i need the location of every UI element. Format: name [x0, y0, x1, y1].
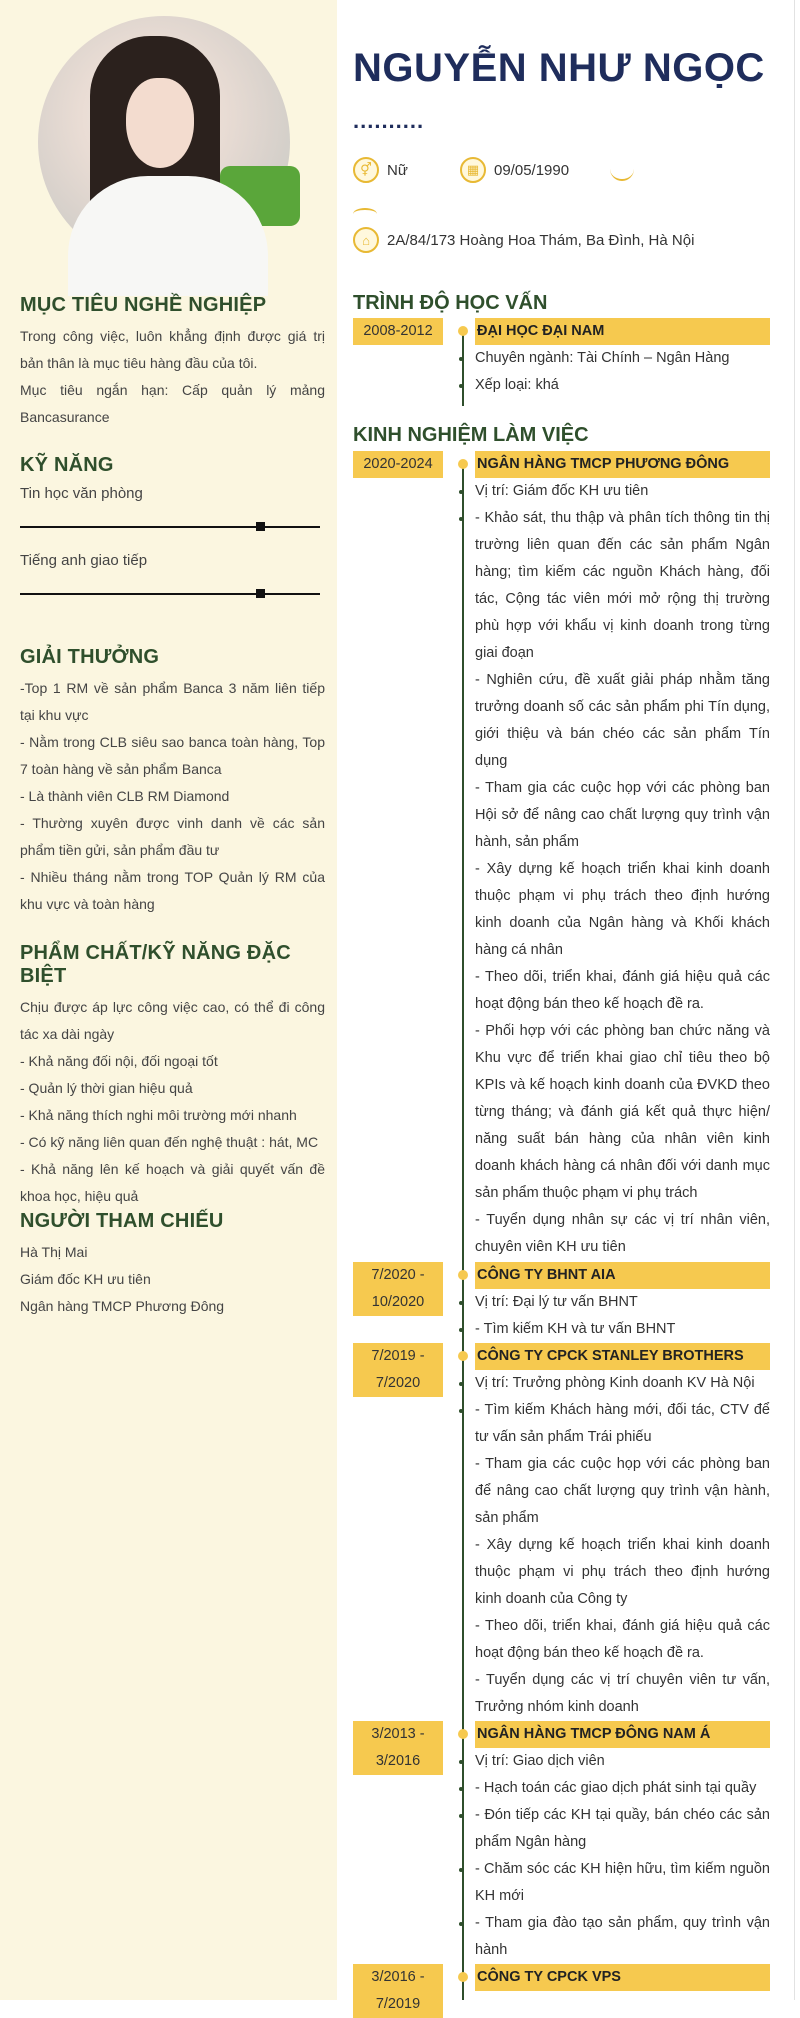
job-duty: - Phối hợp với các phòng ban chức năng và Khu vực để triển khai giao chỉ tiêu theo bộ KPIs và kế hoạch kinh doanh của ĐVKD theo từng tháng; và đánh giá kết quả thực hiện/ năng suất bán hàng của nhân viên kinh doanh khách hàng cá nhân đối với danh mục sản phẩm thuộc phạm vi phụ trách — [475, 1023, 770, 1201]
award-item: -Top 1 RM về sản phẩm Banca 3 năm liên tiếp tại khu vực — [20, 680, 325, 723]
objective-text-1: Trong công việc, luôn khẳng định được giá trị bản thân là mục tiêu hàng đầu của tôi. — [20, 328, 325, 371]
location-icon: ⌂ — [353, 227, 379, 253]
job-duty: - Theo dõi, triển khai, đánh giá hiệu quả các hoạt động bán theo kế hoạch đề ra. — [475, 1618, 770, 1661]
quality-item: - Quản lý thời gian hiệu quả — [20, 1080, 193, 1096]
quality-item: - Khả năng thích nghi môi trường mới nhanh — [20, 1107, 297, 1123]
education-details — [475, 345, 770, 399]
job-details — [475, 478, 770, 1261]
name-dots: .......... — [353, 108, 425, 133]
phone-row — [610, 157, 634, 181]
job-duty: - Xây dựng kế hoạch triển khai kinh doanh thuộc phạm vi phụ trách theo định hướng kinh doanh của Công ty — [475, 1537, 770, 1607]
full-name: NGUYỄN NHƯ NGỌC — [353, 46, 765, 90]
reference-position: Giám đốc KH ưu tiên — [20, 1271, 151, 1287]
experience-title: KINH NGHIỆM LÀM VIỆC — [353, 424, 589, 446]
job-duty: - Xây dựng kế hoạch triển khai kinh doanh thuộc phạm vi phụ trách theo định hướng kinh doanh của Ngân hàng và Khối khách hàng cá nhân — [475, 861, 770, 958]
award-item: - Nhiều tháng nằm trong TOP Quản lý RM của khu vực và toàn hàng — [20, 869, 325, 912]
job-duty: - Khảo sát, thu thập và phân tích thông tin thị trường liên quan đến các sản phẩm Ngân hàng; tìm kiếm các nguồn Khách hàng, đối tác, Cộng tác viên mới mở rộng thị trường phù hợp với khẩu vị kinh doanh trong từng giai đoạn — [475, 505, 770, 667]
job-details — [475, 1370, 770, 1721]
job-company: NGÂN HÀNG TMCP PHƯƠNG ĐÔNG — [475, 451, 770, 478]
avatar-shirt-shape — [68, 176, 268, 296]
dob-value: 09/05/1990 — [494, 161, 570, 179]
qualities-section — [20, 942, 325, 1210]
reference-title: NGƯỜI THAM CHIẾU — [20, 1210, 224, 1232]
objective-section — [20, 294, 325, 431]
job-duty: - Theo dõi, triển khai, đánh giá hiệu quả các hoạt động bán theo kế hoạch đề ra. — [475, 969, 770, 1012]
avatar — [38, 16, 290, 268]
skills-section — [20, 454, 325, 595]
left-column — [0, 0, 337, 2000]
gender-value: Nữ — [387, 161, 408, 179]
job-details — [475, 1748, 770, 1964]
job-position: Vị trí: Giao dịch viên — [475, 1748, 770, 1775]
award-item: - Thường xuyên được vinh danh về các sản phẩm tiền gửi, sản phẩm đầu tư — [20, 815, 325, 858]
job-position: Vị trí: Trưởng phòng Kinh doanh KV Hà Nội — [475, 1370, 770, 1397]
education-school: ĐẠI HỌC ĐẠI NAM — [475, 318, 770, 345]
skill-bar-english — [20, 593, 320, 595]
job-duty: - Nghiên cứu, đề xuất giải pháp nhằm tăng trưởng doanh số các sản phẩm phi Tín dụng, giới thiệu và bán chéo các sản phẩm Tín dụng — [475, 672, 770, 769]
award-item: - Là thành viên CLB RM Diamond — [20, 788, 230, 804]
skill-label-english: Tiếng anh giao tiếp — [20, 552, 148, 569]
timeline-dot — [458, 1729, 468, 1739]
job-position: Vị trí: Giám đốc KH ưu tiên — [475, 478, 770, 505]
award-item: - Nằm trong CLB siêu sao banca toàn hàng, Top 7 toàn hàng về sản phẩm Banca — [20, 734, 325, 777]
quality-item: - Có kỹ năng liên quan đến nghệ thuật : hát, MC — [20, 1134, 319, 1150]
dob-row — [460, 157, 569, 183]
education-date: 2008-2012 — [353, 318, 443, 345]
job-duty: - Chăm sóc các KH hiện hữu, tìm kiếm nguồn KH mới — [475, 1856, 770, 1910]
address-row — [353, 227, 694, 253]
address-value: 2A/84/173 Hoàng Hoa Thám, Ba Đình, Hà Nội — [387, 231, 695, 249]
job-duty: - Hạch toán các giao dịch phát sinh tại quầy — [475, 1775, 770, 1802]
job-duty: - Đón tiếp các KH tại quầy, bán chéo các sản phẩm Ngân hàng — [475, 1802, 770, 1856]
email-icon-row — [353, 208, 377, 220]
phone-icon — [610, 157, 634, 181]
gender-row — [353, 157, 408, 183]
reference-section — [20, 1210, 325, 1320]
job-duty: - Tuyển dụng nhân sự các vị trí nhân viên, chuyên viên KH ưu tiên — [475, 1212, 770, 1255]
job-company: NGÂN HÀNG TMCP ĐÔNG NAM Á — [475, 1721, 770, 1748]
reference-company: Ngân hàng TMCP Phương Đông — [20, 1298, 225, 1314]
job-date: 2020-2024 — [353, 451, 443, 478]
education-timeline — [462, 330, 464, 406]
job-details — [475, 1289, 770, 1343]
job-date: 7/2020 - 10/2020 — [353, 1262, 443, 1316]
quality-item: - Khả năng lên kế hoạch và giải quyết vấn đề khoa học, hiệu quả — [20, 1161, 325, 1204]
job-date: 7/2019 - 7/2020 — [353, 1343, 443, 1397]
job-duty: - Tham gia các cuộc họp với các phòng ban Hội sở để nâng cao chất lượng quy trình vận hành, sản phẩm — [475, 780, 770, 850]
timeline-dot — [458, 1972, 468, 1982]
job-duty: - Tham gia các cuộc họp với các phòng ban để nâng cao chất lượng quy trình vận hành, sản phẩm — [475, 1456, 770, 1526]
job-date: 3/2013 - 3/2016 — [353, 1721, 443, 1775]
timeline-dot — [458, 1351, 468, 1361]
job-company: CÔNG TY BHNT AIA — [475, 1262, 770, 1289]
experience-timeline — [462, 460, 464, 2000]
timeline-dot — [458, 326, 468, 336]
qualities-title: PHẨM CHẤT/KỸ NĂNG ĐẶC BIỆT — [20, 942, 291, 987]
email-icon — [353, 208, 377, 220]
quality-item: - Khả năng đối nội, đối ngoại tốt — [20, 1053, 218, 1069]
skills-title: KỸ NĂNG — [20, 454, 114, 476]
awards-title: GIẢI THƯỞNG — [20, 646, 160, 668]
skill-level-knob — [256, 589, 265, 598]
skill-bar-office — [20, 526, 320, 528]
quality-item: Chịu được áp lực công việc cao, có thể đi công tác xa dài ngày — [20, 999, 325, 1042]
objective-text-2: Mục tiêu ngắn hạn: Cấp quản lý mảng Bancasurance — [20, 382, 325, 425]
job-company: CÔNG TY CPCK VPS — [475, 1964, 770, 1991]
education-title: TRÌNH ĐỘ HỌC VẤN — [353, 292, 548, 314]
gender-icon: ⚥ — [353, 157, 379, 183]
job-duty: - Tham gia đào tạo sản phẩm, quy trình vận hành — [475, 1910, 770, 1964]
timeline-dot — [458, 459, 468, 469]
objective-title: MỤC TIÊU NGHỀ NGHIỆP — [20, 294, 267, 316]
education-major: Chuyên ngành: Tài Chính – Ngân Hàng — [475, 345, 770, 372]
job-company: CÔNG TY CPCK STANLEY BROTHERS — [475, 1343, 770, 1370]
skill-label-office: Tin học văn phòng — [20, 485, 143, 502]
job-date: 3/2016 - 7/2019 — [353, 1964, 443, 2018]
job-duty: - Tìm kiếm KH và tư vấn BHNT — [475, 1316, 770, 1343]
education-grade: Xếp loại: khá — [475, 372, 770, 399]
awards-section — [20, 646, 325, 918]
job-duty: - Tuyển dụng các vị trí chuyên viên tư vấn, Trưởng nhóm kinh doanh — [475, 1672, 770, 1715]
job-position: Vị trí: Đại lý tư vấn BHNT — [475, 1289, 770, 1316]
job-duty: - Tìm kiếm Khách hàng mới, đối tác, CTV để tư vấn sản phẩm Trái phiếu — [475, 1397, 770, 1451]
calendar-icon: ▦ — [460, 157, 486, 183]
skill-level-knob — [256, 522, 265, 531]
timeline-dot — [458, 1270, 468, 1280]
avatar-face-shape — [126, 78, 194, 168]
reference-name: Hà Thị Mai — [20, 1244, 88, 1260]
